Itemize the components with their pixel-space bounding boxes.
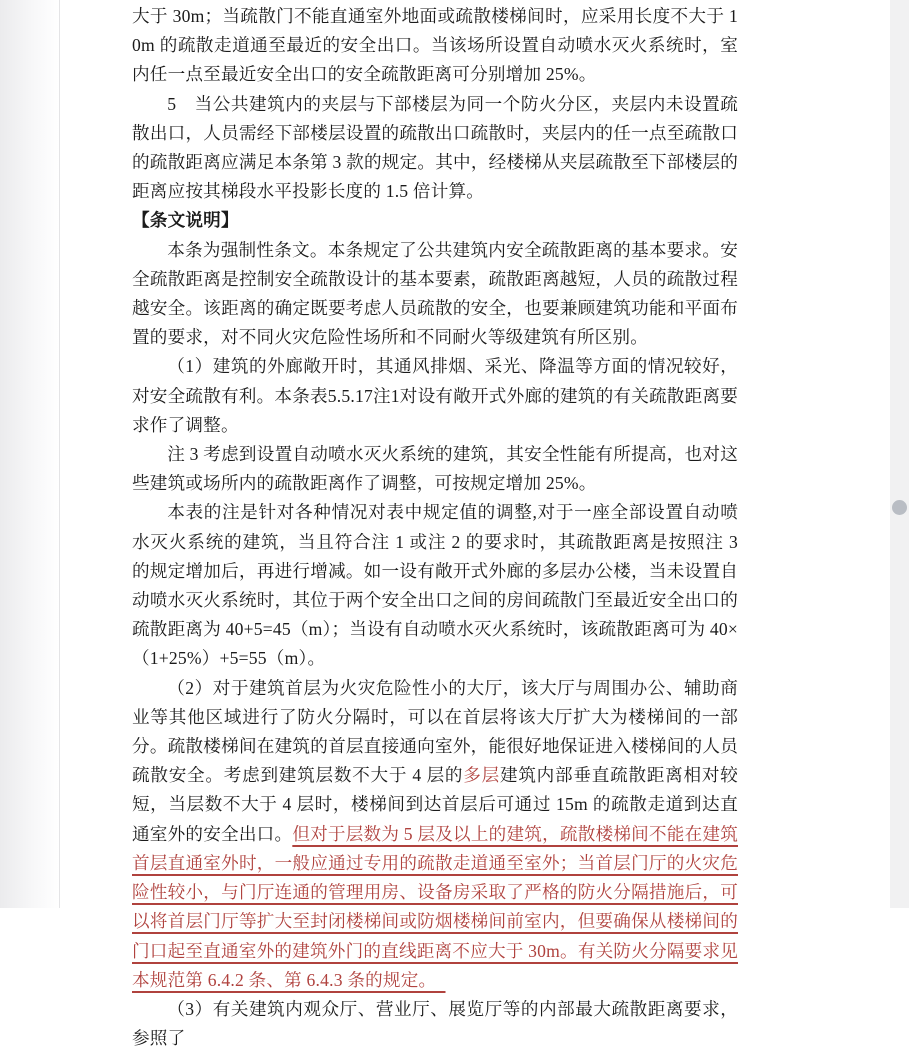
- text-segment: 注 3 考虑到设置自动喷水灭火系统的建筑，其安全性能有所提高，也对这些建筑或场所内的疏散距离作了调整，可按规定增加 25%。: [132, 444, 738, 494]
- document-paragraphs: [132, 2, 738, 1053]
- document-page: [132, 0, 738, 1053]
- text-segment: 本表的注是针对各种情况对表中规定值的调整,对于一座全部设置自动喷水灭火系统的建筑，当且符合注 1 或注 2 的要求时，其疏散距离是按照注 3 的规定增加后，再进行增减。如一设有敞开式外廊的多层办公楼，当未设置自动喷水灭火系统时，其位于两个安全出口之间的房间疏散门至最近安全出口的疏散距离为 40+5=45（m）；当设有自动喷水灭火系统时，该疏散距离可为 40×（1+25%）+5=55（m）。: [132, 502, 738, 669]
- text-segment: 本条为强制性条文。本条规定了公共建筑内安全疏散距离的基本要求。安全疏散距离是控制安全疏散设计的基本要素，疏散距离越短，人员的疏散过程越安全。该距离的确定既要考虑人员疏散的安全，也要兼顾建筑功能和平面布置的要求，对不同火灾危险性场所和不同耐火等级建筑有所区别。: [132, 239, 738, 348]
- explanation-note-3: [132, 440, 738, 498]
- revision-text-segment: 多层: [463, 765, 500, 786]
- explanation-point-1: [132, 352, 738, 440]
- text-segment: （3）有关建筑内观众厅、营业厅、展览厅等的内部最大疏散距离要求，参照了: [132, 998, 738, 1049]
- scrollbar-thumb[interactable]: [892, 500, 907, 515]
- text-segment: 建筑内部垂直疏散距离相对较短，当层数不大于 4 层时，楼梯间到达首层后可通过 15m 的疏散走道到达直通室外的安全出口。: [132, 765, 738, 844]
- text-segment: 5 当公共建筑内的夹层与下部楼层为同一个防火分区，夹层内未设置疏散出口，人员需经下部楼层设置的疏散出口疏散时，夹层内的任一点至疏散口的疏散距离应满足本条第 3 款的规定。其中，经楼梯从夹层疏散至下部楼层的距离应按其梯段水平投影长度的 1.5 倍计算。: [132, 93, 738, 202]
- explanation-heading: [132, 206, 738, 235]
- text-segment: 【条文说明】: [132, 210, 239, 231]
- text-segment: （2）对于建筑首层为火灾危险性小的大厅，该大厅与周围办公、辅助商业等其他区域进行了防火分隔时，可以在首层将该大厅扩大为楼梯间的一部分。疏散楼梯间在建筑的首层直接通向室外，能很好地保证进入楼梯间的人员疏散安全。考虑到建筑层数不大于 4 层的: [132, 677, 738, 786]
- text-segment: 大于 30m；当疏散门不能直通室外地面或疏散楼梯间时，应采用长度不大于 10m 的疏散走道通至最近的安全出口。当该场所设置自动喷水灭火系统时，室内任一点至最近安全出口的安全疏散距离可分别增加 25%。: [132, 6, 738, 85]
- revision-text-segment: 但对于层数为 5 层及以上的建筑，疏散楼梯间不能在建筑首层直通室外时，一般应通过专用的疏散走道通至室外；当首层门厅的火灾危险性较小，与门厅连通的管理用房、设备房采取了严格的防火分隔措施后，可以将首层门厅等扩大至封闭楼梯间或防烟楼梯间前室内，但要确保从楼梯间的门口起至直通室外的建筑外门的直线距离不应大于 30m。有关防火分隔要求见本规范第 6.4.2 条、第 6.4.3 条的规定。: [132, 823, 738, 990]
- text-segment: （1）建筑的外廊敞开时，其通风排烟、采光、降温等方面的情况较好，对安全疏散有利。本条表5.5.17注1对设有敞开式外廊的建筑的有关疏散距离要求作了调整。: [132, 356, 738, 435]
- page-left-edge-shadow: [0, 0, 60, 908]
- explanation-intro: [132, 236, 738, 353]
- scrollbar-track[interactable]: [890, 0, 909, 908]
- clause-5: [132, 90, 738, 207]
- clause-4-continued: [132, 2, 738, 90]
- explanation-notes-adjustment: [132, 498, 738, 673]
- explanation-point-3: [132, 995, 738, 1053]
- explanation-point-2: [132, 674, 738, 995]
